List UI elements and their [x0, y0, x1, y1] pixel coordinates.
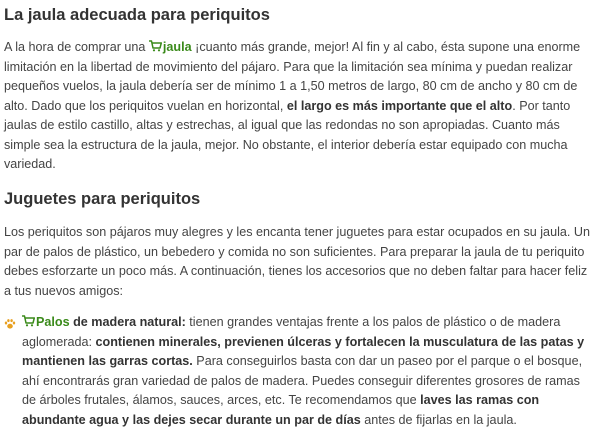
cage-text-emphasis: el largo es más importante que el alto: [286, 98, 513, 113]
jaula-product-link[interactable]: [149, 40, 192, 54]
cage-paragraph: [4, 38, 594, 175]
palos-bold-benefits: contienen minerales, previenen úlceras y fortalecen la musculatura de las patas y mantienen las garras cortas.: [22, 334, 585, 368]
palos-text-3: antes de fijarlas en la jaula.: [360, 412, 517, 427]
cage-text-intro: A la hora de comprar una: [4, 40, 149, 54]
palos-product-link[interactable]: [22, 315, 70, 329]
paw-icon: [4, 317, 16, 329]
list-item-text: [22, 313, 594, 430]
palos-bold-title: de madera natural:: [69, 315, 186, 329]
shopping-cart-icon: [22, 315, 35, 327]
jaula-link-label: jaula: [162, 40, 192, 54]
list-item-palos: [4, 313, 594, 430]
cage-text-ending: . Por tanto jaulas de estilo castillo, altas y estrechas, al igual que las redondas no son apropiadas. Cuanto más simple sea la estructura de la jaula, mejor. No obstante, el interior debería estar equipado con mucha variedad.: [4, 98, 571, 171]
cage-text-body: ¡cuanto más grande, mejor! Al fin y al cabo, ésta supone una enorme limitación en la libertad de movimiento del pájaro. Para que la limitación sea mínima y puedan realizar pequeños vuelos, la jaula debería ser de mínimo 1 a 1,50 metros de largo, 80 cm de ancho y 80 cm de alto. Dado que los periquitos vuelan en horizontal,: [4, 40, 581, 113]
section-heading-toys: Juguetes para periquitos: [4, 190, 201, 208]
palos-text-1: tienen grandes ventajas frente a los palos de plástico o de madera aglomerada:: [22, 315, 561, 349]
palos-link-label: Palos: [36, 315, 70, 329]
shopping-cart-icon: [149, 40, 162, 52]
toys-paragraph: Los periquitos son pájaros muy alegres y les encanta tener juguetes para estar ocupados en su jaula. Un par de palos de plástico, un bebedero y comida no son suficientes. Para preparar la jaula de tu periquito debes esforzarte un poco más. A continuación, tienes los accesorios que no deben faltar para hacer feliz a tus nuevos amigos:: [4, 225, 590, 298]
section-heading-cage: La jaula adecuada para periquitos: [4, 6, 270, 24]
palos-text-2: Para conseguirlos basta con dar un paseo por el parque o el bosque, ahí encontrarás gran variedad de palos de madera. Puedes conseguir diferentes grosores de ramas de árboles frutales, álamos, sauces, arces, etc. Te recomendamos que: [22, 354, 583, 407]
palos-bold-advice: laves las ramas con abundante agua y las dejes secar durante un par de días: [22, 393, 540, 427]
